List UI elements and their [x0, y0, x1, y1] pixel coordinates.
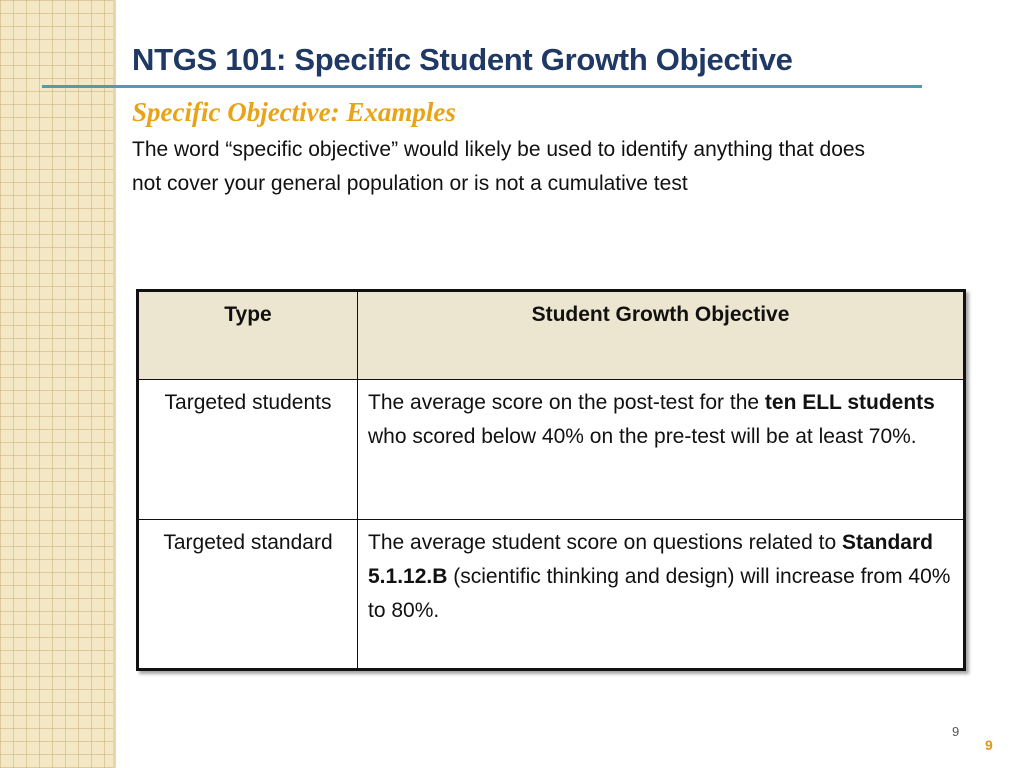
- table-row: [138, 520, 965, 670]
- intro-paragraph: The word “specific objective” would likely be used to identify anything that does not cover your general population or is not a cumulative test: [132, 138, 866, 195]
- strip-edge-divider: [113, 0, 116, 768]
- objective-text: The average student score on questions related to: [368, 531, 842, 554]
- table-row: [138, 380, 965, 520]
- type-cell: Targeted students: [138, 380, 358, 520]
- objective-cell: [358, 380, 965, 520]
- header-student-growth-objective: Student Growth Objective: [358, 291, 965, 380]
- slide-subtitle: Specific Objective: Examples: [132, 97, 456, 127]
- objective-cell: [358, 520, 965, 670]
- footer-page-number: 9: [985, 737, 993, 753]
- objectives-table: [136, 289, 966, 671]
- title-underline-rule: [42, 85, 922, 88]
- table-header-row: [138, 291, 965, 380]
- slide-number: 9: [952, 724, 960, 739]
- objective-emphasis: Standard 5.1.12.B: [368, 531, 933, 588]
- decorative-grid-strip: [0, 0, 113, 768]
- objective-emphasis: ten ELL students: [764, 391, 935, 414]
- slide-title: NTGS 101: Specific Student Growth Objective: [132, 42, 793, 77]
- header-type: Type: [138, 291, 358, 380]
- objective-text: (scientific thinking and design) will increase from 40% to 80%.: [368, 565, 951, 622]
- objective-text: who scored below 40% on the pre-test will be at least 70%.: [368, 425, 917, 448]
- objective-text: The average score on the post-test for the: [368, 391, 765, 414]
- type-cell: Targeted standard: [138, 520, 358, 670]
